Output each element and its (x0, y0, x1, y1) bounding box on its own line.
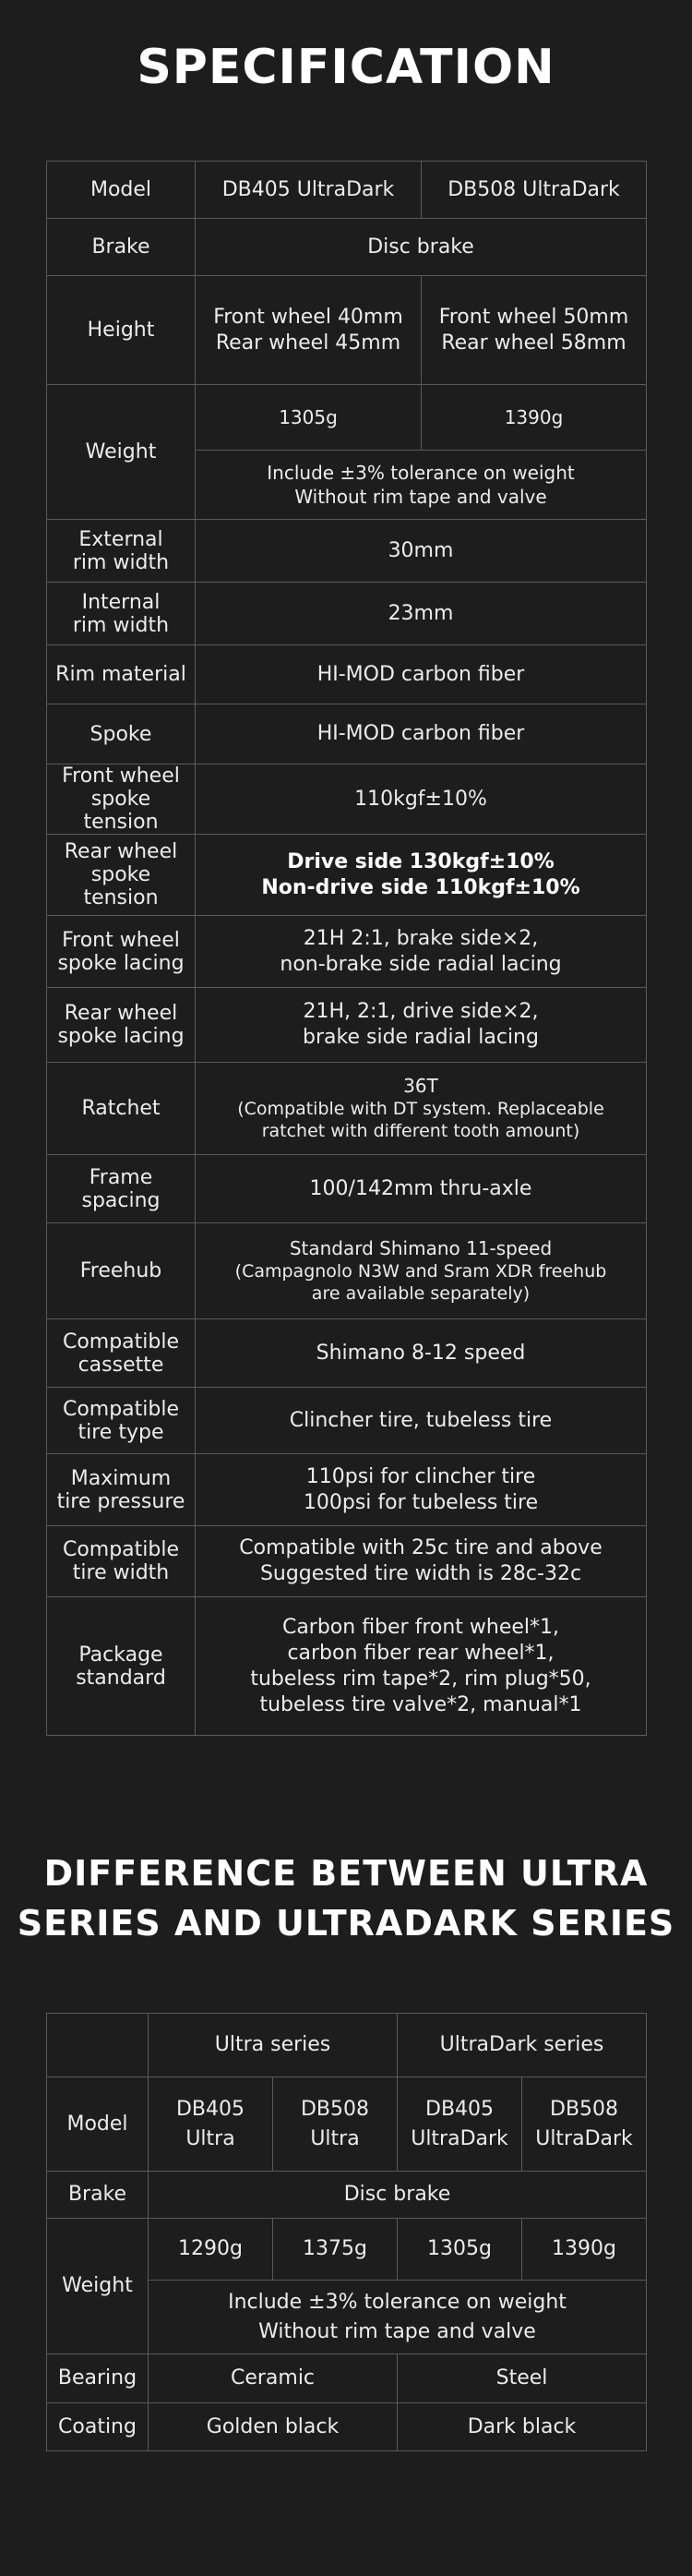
ratchet-note-line-2: ratchet with different tooth amount) (261, 1121, 580, 1141)
table-row-rear-spoke-tension (47, 835, 647, 916)
difference-title-line-1: DIFFERENCE BETWEEN ULTRA (43, 1853, 649, 1894)
package-item-line-3: tubeless rim tape*2, rim plug*50, (250, 1667, 591, 1691)
weight-label: Weight (47, 385, 196, 520)
rear-spoke-lacing-label-line-2: spoke lacing (57, 1025, 185, 1048)
package-item-line-1: Carbon fiber front wheel*1, (281, 1615, 560, 1639)
table-row-series-header (47, 2014, 647, 2077)
specification-title: SPECIFICATION (137, 40, 555, 95)
model-name: DB508 (550, 2097, 619, 2121)
compatible-tire-type-value: Clincher tire, tubeless tire (196, 1388, 647, 1454)
weight-note-line-2: Without rim tape and valve (294, 486, 547, 508)
front-spoke-lacing-line-1: 21H 2:1, brake side×2, (303, 926, 539, 950)
table-row-weight (47, 2219, 647, 2281)
height-db405-front: Front wheel 40mm (213, 305, 403, 329)
table-row-bearing (47, 2354, 647, 2403)
external-rim-width-value: 30mm (196, 520, 647, 583)
front-spoke-lacing-value (196, 916, 647, 988)
max-tire-pressure-label (47, 1454, 196, 1526)
compatible-tire-width-line-2: Suggested tire width is 28c-32c (259, 1562, 582, 1585)
internal-rim-width-label-line-2: rim width (72, 613, 170, 637)
package-standard-label-line-1: Package (78, 1643, 163, 1667)
ultra-series-header: Ultra series (149, 2014, 398, 2077)
frame-spacing-label-line-2: spacing (81, 1188, 161, 1212)
diff-model-label: Model (47, 2077, 149, 2172)
ratchet-value (196, 1063, 647, 1155)
table-row-compatible-tire-type (47, 1388, 647, 1454)
diff-weight-db405-ultradark: 1305g (398, 2219, 522, 2281)
spoke-label: Spoke (47, 704, 196, 764)
frame-spacing-label (47, 1155, 196, 1223)
rear-spoke-tension-label-line-1: Rear wheel (64, 840, 178, 863)
rim-material-label: Rim material (47, 645, 196, 704)
table-row-frame-spacing (47, 1155, 647, 1223)
external-rim-width-label-line-2: rim width (72, 550, 170, 574)
compatible-tire-width-value (196, 1526, 647, 1597)
external-rim-width-label-line-1: External (78, 527, 163, 551)
ultradark-series-header: UltraDark series (398, 2014, 647, 2077)
max-tire-pressure-clincher: 110psi for clincher tire (305, 1464, 536, 1488)
diff-bearing-ultradark: Steel (398, 2354, 647, 2403)
table-row-ratchet (47, 1063, 647, 1155)
weight-note (196, 451, 647, 520)
diff-brake-label: Brake (47, 2172, 149, 2219)
table-row-freehub (47, 1223, 647, 1319)
max-tire-pressure-label-line-1: Maximum (70, 1466, 172, 1490)
diff-weight-note-line-2: Without rim tape and valve (258, 2319, 536, 2343)
brake-label: Brake (47, 219, 196, 276)
diff-model-db508-ultradark (522, 2077, 647, 2172)
package-item-line-2: carbon fiber rear wheel*1, (287, 1641, 555, 1665)
height-db508-rear: Rear wheel 58mm (441, 331, 626, 355)
table-row-weight (47, 385, 647, 451)
package-standard-value (196, 1597, 647, 1736)
table-row-spoke (47, 704, 647, 764)
table-row-model (47, 2077, 647, 2172)
empty-header-cell (47, 2014, 149, 2077)
height-label: Height (47, 276, 196, 385)
specification-table (46, 161, 647, 1736)
frame-spacing-label-line-1: Frame (89, 1165, 153, 1189)
model-series: UltraDark (411, 2126, 508, 2150)
diff-weight-db508-ultradark: 1390g (522, 2219, 647, 2281)
model-label: Model (47, 162, 196, 219)
table-row-height (47, 276, 647, 385)
rear-spoke-tension-value (196, 835, 647, 916)
compatible-tire-width-line-1: Compatible with 25c tire and above (239, 1536, 603, 1559)
max-tire-pressure-label-line-2: tire pressure (56, 1489, 185, 1513)
diff-weight-note-line-1: Include ±3% tolerance on weight (228, 2290, 567, 2314)
internal-rim-width-value: 23mm (196, 583, 647, 645)
table-row-compatible-cassette (47, 1319, 647, 1388)
rear-spoke-tension-label (47, 835, 196, 916)
compatible-tire-type-label-line-2: tire type (78, 1420, 164, 1444)
compatible-cassette-label-line-2: cassette (78, 1353, 164, 1377)
model-name: DB405 (425, 2097, 495, 2121)
diff-weight-db508-ultra: 1375g (273, 2219, 398, 2281)
freehub-value (196, 1223, 647, 1319)
rear-spoke-tension-drive: Drive side 130kgf±10% (287, 849, 555, 873)
package-standard-label (47, 1597, 196, 1736)
internal-rim-width-label (47, 583, 196, 645)
model-series: UltraDark (535, 2126, 633, 2150)
compatible-tire-width-label-line-1: Compatible (62, 1538, 180, 1561)
front-spoke-lacing-label-line-2: spoke lacing (57, 951, 185, 975)
front-spoke-lacing-label-line-1: Front wheel (62, 928, 180, 952)
diff-weight-db405-ultra: 1290g (149, 2219, 273, 2281)
height-db405-cell (196, 276, 422, 385)
diff-bearing-ultra: Ceramic (149, 2354, 398, 2403)
max-tire-pressure-tubeless: 100psi for tubeless tire (303, 1490, 539, 1514)
rear-spoke-tension-non-drive: Non-drive side 110kgf±10% (261, 875, 580, 899)
table-row-package-standard (47, 1597, 647, 1736)
front-spoke-lacing-label (47, 916, 196, 988)
front-spoke-tension-label-line-1: Front wheel (62, 764, 180, 788)
diff-brake-value: Disc brake (149, 2172, 647, 2219)
external-rim-width-label (47, 520, 196, 583)
diff-bearing-label: Bearing (47, 2354, 149, 2403)
compatible-tire-type-label-line-1: Compatible (62, 1397, 180, 1421)
table-row-coating (47, 2403, 647, 2451)
rim-material-value: HI-MOD carbon fiber (196, 645, 647, 704)
diff-model-db405-ultra (149, 2077, 273, 2172)
diff-weight-label: Weight (47, 2219, 149, 2354)
front-spoke-tension-value: 110kgf±10% (196, 764, 647, 835)
spoke-value: HI-MOD carbon fiber (196, 704, 647, 764)
rear-spoke-lacing-label (47, 988, 196, 1063)
rear-spoke-lacing-label-line-1: Rear wheel (64, 1002, 178, 1025)
compatible-cassette-label (47, 1319, 196, 1388)
compatible-cassette-label-line-1: Compatible (62, 1330, 180, 1354)
rear-spoke-tension-label-line-2: spoke tension (83, 863, 159, 909)
weight-note-line-1: Include ±3% tolerance on weight (267, 462, 575, 484)
rear-spoke-lacing-value (196, 988, 647, 1063)
table-row-internal-rim-width (47, 583, 647, 645)
diff-model-db508-ultra (273, 2077, 398, 2172)
front-spoke-lacing-line-2: non-brake side radial lacing (280, 952, 562, 976)
package-standard-label-line-2: standard (76, 1666, 166, 1690)
diff-coating-ultradark: Dark black (398, 2403, 647, 2451)
model-series: Ultra (310, 2126, 360, 2150)
diff-coating-label: Coating (47, 2403, 149, 2451)
difference-title-line-2: SERIES AND ULTRADARK SERIES (17, 1903, 675, 1944)
table-row-model (47, 162, 647, 219)
max-tire-pressure-value (196, 1454, 647, 1526)
compatible-tire-width-label-line-2: tire width (72, 1561, 170, 1584)
table-row-rear-spoke-lacing (47, 988, 647, 1063)
table-row-brake (47, 219, 647, 276)
rear-spoke-lacing-line-1: 21H, 2:1, drive side×2, (303, 1000, 539, 1023)
table-row-compatible-tire-width (47, 1526, 647, 1597)
weight-db508-cell: 1390g (422, 385, 647, 451)
freehub-note-line-1: (Campagnolo N3W and Sram XDR freehub (234, 1261, 607, 1282)
rear-spoke-lacing-line-2: brake side radial lacing (303, 1026, 539, 1049)
height-db405-rear: Rear wheel 45mm (215, 331, 401, 355)
package-item-line-4: tubeless tire valve*2, manual*1 (259, 1692, 582, 1716)
table-row-external-rim-width (47, 520, 647, 583)
difference-table (46, 2013, 647, 2451)
ratchet-label: Ratchet (47, 1063, 196, 1155)
model-db405-cell: DB405 UltraDark (196, 162, 422, 219)
table-row-front-spoke-lacing (47, 916, 647, 988)
model-series: Ultra (185, 2126, 235, 2150)
diff-weight-note (149, 2281, 647, 2354)
table-row-max-tire-pressure (47, 1454, 647, 1526)
ratchet-teeth: 36T (403, 1075, 438, 1097)
diff-model-db405-ultradark (398, 2077, 522, 2172)
weight-db405-cell: 1305g (196, 385, 422, 451)
difference-title (0, 1848, 692, 1948)
compatible-cassette-value: Shimano 8-12 speed (196, 1319, 647, 1388)
front-spoke-tension-label (47, 764, 196, 835)
height-db508-cell (422, 276, 647, 385)
freehub-standard: Standard Shimano 11-speed (289, 1237, 553, 1259)
freehub-note-line-2: are available separately) (311, 1283, 531, 1304)
internal-rim-width-label-line-1: Internal (81, 590, 161, 614)
diff-coating-ultra: Golden black (149, 2403, 398, 2451)
compatible-tire-width-label (47, 1526, 196, 1597)
compatible-tire-type-label (47, 1388, 196, 1454)
model-name: DB405 (175, 2097, 245, 2121)
front-spoke-tension-label-line-2: spoke tension (83, 788, 159, 834)
table-row-front-spoke-tension (47, 764, 647, 835)
table-row-brake (47, 2172, 647, 2219)
freehub-label: Freehub (47, 1223, 196, 1319)
model-db508-cell: DB508 UltraDark (422, 162, 647, 219)
model-name: DB508 (300, 2097, 370, 2121)
height-db508-front: Front wheel 50mm (438, 305, 629, 329)
brake-value: Disc brake (196, 219, 647, 276)
ratchet-note-line-1: (Compatible with DT system. Replaceable (237, 1099, 604, 1119)
frame-spacing-value: 100/142mm thru-axle (196, 1155, 647, 1223)
table-row-rim-material (47, 645, 647, 704)
